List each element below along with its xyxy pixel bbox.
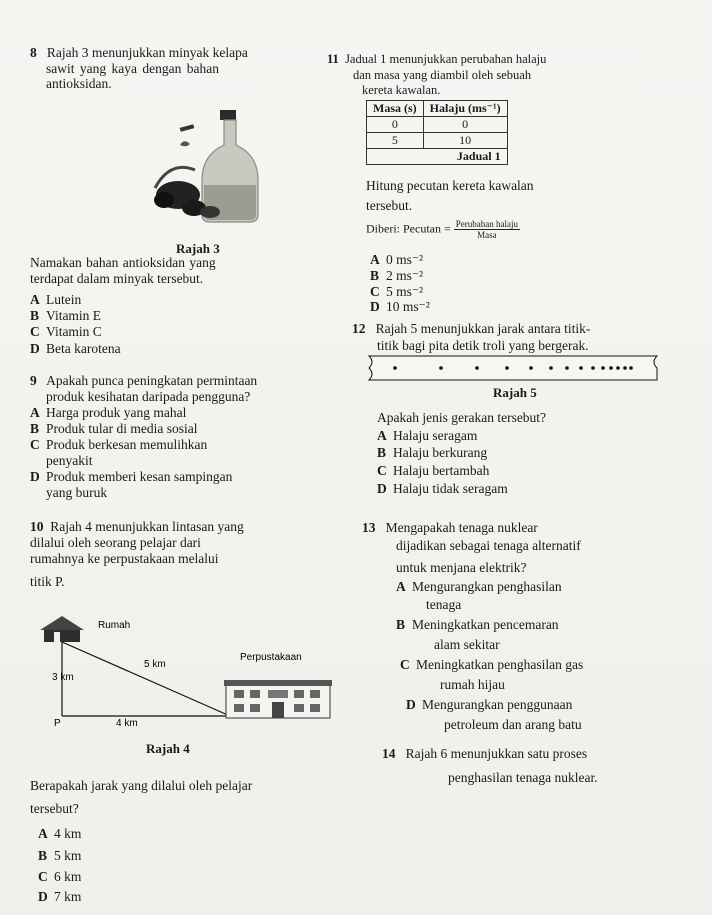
q11-stem	[327, 52, 546, 67]
q9-number: 9	[30, 373, 37, 388]
q12-stem-line-1: Rajah 5 menunjukkan jarak antara titik-	[375, 321, 591, 336]
q9-option-d[interactable]: D Produk memberi kesan sampingan	[30, 469, 233, 484]
q11-stem-line-2: dan masa yang diambil oleh sebuah	[353, 68, 532, 82]
q12-stem-line-2: titik bagi pita detik troli yang bergerak.	[377, 338, 589, 353]
q13-option-b-cont: alam sekitar	[434, 637, 500, 652]
q12-number: 12	[352, 321, 366, 336]
q13-option-d[interactable]: D Mengurangkan penggunaan	[406, 697, 573, 712]
q13-option-c[interactable]: C Meningkatkan penghasilan gas	[400, 657, 584, 672]
vertical-label: 3 km	[52, 672, 74, 683]
q11-stem-line-1: Jadual 1 menunjukkan perubahan halaju	[345, 52, 547, 66]
q10-option-b[interactable]: B 5 km	[38, 848, 82, 863]
q9-option-d-cont: yang buruk	[46, 485, 108, 500]
q14-stem-line-2: penghasilan tenaga nuklear.	[448, 770, 598, 785]
q8-option-b[interactable]: B Vitamin E	[30, 308, 102, 323]
table-header-masa: Masa (s)	[367, 101, 424, 117]
q10-stem-line-2: dilalui oleh seorang pelajar dari	[30, 535, 201, 550]
q8-stem-line-1: Rajah 3 menunjukkan minyak kelapa	[46, 45, 248, 60]
q10-number: 10	[30, 519, 44, 534]
table-row: 0 0	[367, 117, 508, 133]
q9-stem	[30, 373, 257, 388]
library-icon	[224, 680, 332, 718]
q11-question-line-1: Hitung pecutan kereta kawalan	[366, 178, 534, 193]
q9-option-c-cont: penyakit	[46, 453, 93, 468]
q8-option-c[interactable]: C Vitamin C	[30, 324, 102, 339]
q10-figure-caption: Rajah 4	[146, 741, 190, 756]
ticker-tape-figure	[365, 352, 665, 386]
q12-option-b[interactable]: B Halaju berkurang	[377, 445, 488, 460]
house-label: Rumah	[98, 620, 131, 631]
q11-option-c[interactable]: C 5 ms⁻²	[370, 284, 424, 299]
q10-option-d[interactable]: D 7 km	[38, 889, 82, 904]
q8-option-a[interactable]: A Lutein	[30, 292, 82, 307]
q10-option-c[interactable]: C 6 km	[38, 869, 82, 884]
q9-option-b[interactable]: B Produk tular di media sosial	[30, 421, 198, 436]
q8-stem	[30, 45, 248, 60]
q14-stem-line-1: Rajah 6 menunjukkan satu proses	[405, 746, 588, 761]
q13-option-c-cont: rumah hijau	[440, 677, 505, 692]
q12-question: Apakah jenis gerakan tersebut?	[377, 410, 547, 425]
formula-denominator: Masa	[477, 230, 497, 240]
q8-stem-line-2: sawit yang kaya dengan bahan	[46, 61, 219, 76]
q14-stem	[382, 746, 587, 761]
q10-question-line-1: Berapakah jarak yang dilalui oleh pelajar	[30, 778, 253, 793]
palm-oil-figure	[150, 100, 270, 230]
q13-stem-line-2: dijadikan sebagai tenaga alternatif	[396, 538, 581, 553]
q8-number: 8	[30, 45, 37, 60]
table-row: 5 10	[367, 133, 508, 149]
formula-numerator: Perubahan halaju	[455, 219, 518, 229]
q13-option-a-cont: tenaga	[426, 597, 462, 612]
table-header-halaju: Halaju (ms⁻¹)	[423, 101, 507, 117]
q13-option-d-cont: petroleum dan arang batu	[444, 717, 582, 732]
base-label: 4 km	[116, 718, 138, 729]
q11-given: Diberi: Pecutan = Perubahan halaju Masa	[366, 219, 518, 240]
q9-stem-line-2: produk kesihatan daripada pengguna?	[46, 389, 251, 404]
q13-number: 13	[362, 520, 376, 535]
library-label: Perpustakaan	[240, 652, 302, 663]
q11-stem-line-3: kereta kawalan.	[362, 83, 441, 97]
q9-option-c[interactable]: C Produk berkesan memulihkan	[30, 437, 208, 452]
bottle-cap	[220, 110, 236, 120]
q10-option-a[interactable]: A 4 km	[38, 826, 82, 841]
route-figure	[40, 610, 340, 730]
q13-stem-line-3: untuk menjana elektrik?	[396, 560, 527, 575]
q8-option-d[interactable]: D Beta karotena	[30, 341, 121, 356]
q12-option-a[interactable]: A Halaju seragam	[377, 428, 478, 443]
q13-stem	[362, 520, 538, 535]
house-icon	[40, 616, 84, 642]
q12-option-c[interactable]: C Halaju bertambah	[377, 463, 490, 478]
q9-option-a[interactable]: A Harga produk yang mahal	[30, 405, 187, 420]
q11-number: 11	[327, 52, 339, 66]
q13-stem-line-1: Mengapakah tenaga nuklear	[385, 520, 538, 535]
q10-stem-line-4: titik P.	[30, 574, 65, 589]
q11-option-b[interactable]: B 2 ms⁻²	[370, 268, 424, 283]
q13-option-a[interactable]: A Mengurangkan penghasilan	[396, 579, 562, 594]
q14-number: 14	[382, 746, 396, 761]
q8-question-line-2: terdapat dalam minyak tersebut.	[30, 271, 204, 286]
q9-stem-line-1: Apakah punca peningkatan permintaan	[46, 373, 258, 388]
q10-stem-line-3: rumahnya ke perpustakaan melalui	[30, 551, 219, 566]
q8-stem-line-3: antioksidan.	[46, 76, 112, 91]
hypotenuse	[62, 642, 230, 716]
q11-option-d[interactable]: D 10 ms⁻²	[370, 299, 430, 314]
hyp-label: 5 km	[144, 659, 166, 670]
q12-figure-caption: Rajah 5	[493, 385, 537, 400]
q11-question-line-2: tersebut.	[366, 198, 413, 213]
q8-question-line-1: Namakan bahan antioksidan yang	[30, 255, 216, 270]
q8-figure-caption: Rajah 3	[176, 241, 220, 256]
point-p-label: P	[54, 718, 61, 729]
q13-option-b[interactable]: B Meningkatkan pencemaran	[396, 617, 559, 632]
jadual-1-table	[366, 100, 508, 165]
q10-stem	[30, 519, 244, 534]
q10-stem-line-1: Rajah 4 menunjukkan lintasan yang	[50, 519, 244, 534]
q10-question-line-2: tersebut?	[30, 801, 79, 816]
q11-option-a[interactable]: A 0 ms⁻²	[370, 252, 424, 267]
q12-option-d[interactable]: D Halaju tidak seragam	[377, 481, 508, 496]
q12-stem	[352, 321, 590, 336]
table-caption: Jadual 1	[367, 149, 508, 165]
